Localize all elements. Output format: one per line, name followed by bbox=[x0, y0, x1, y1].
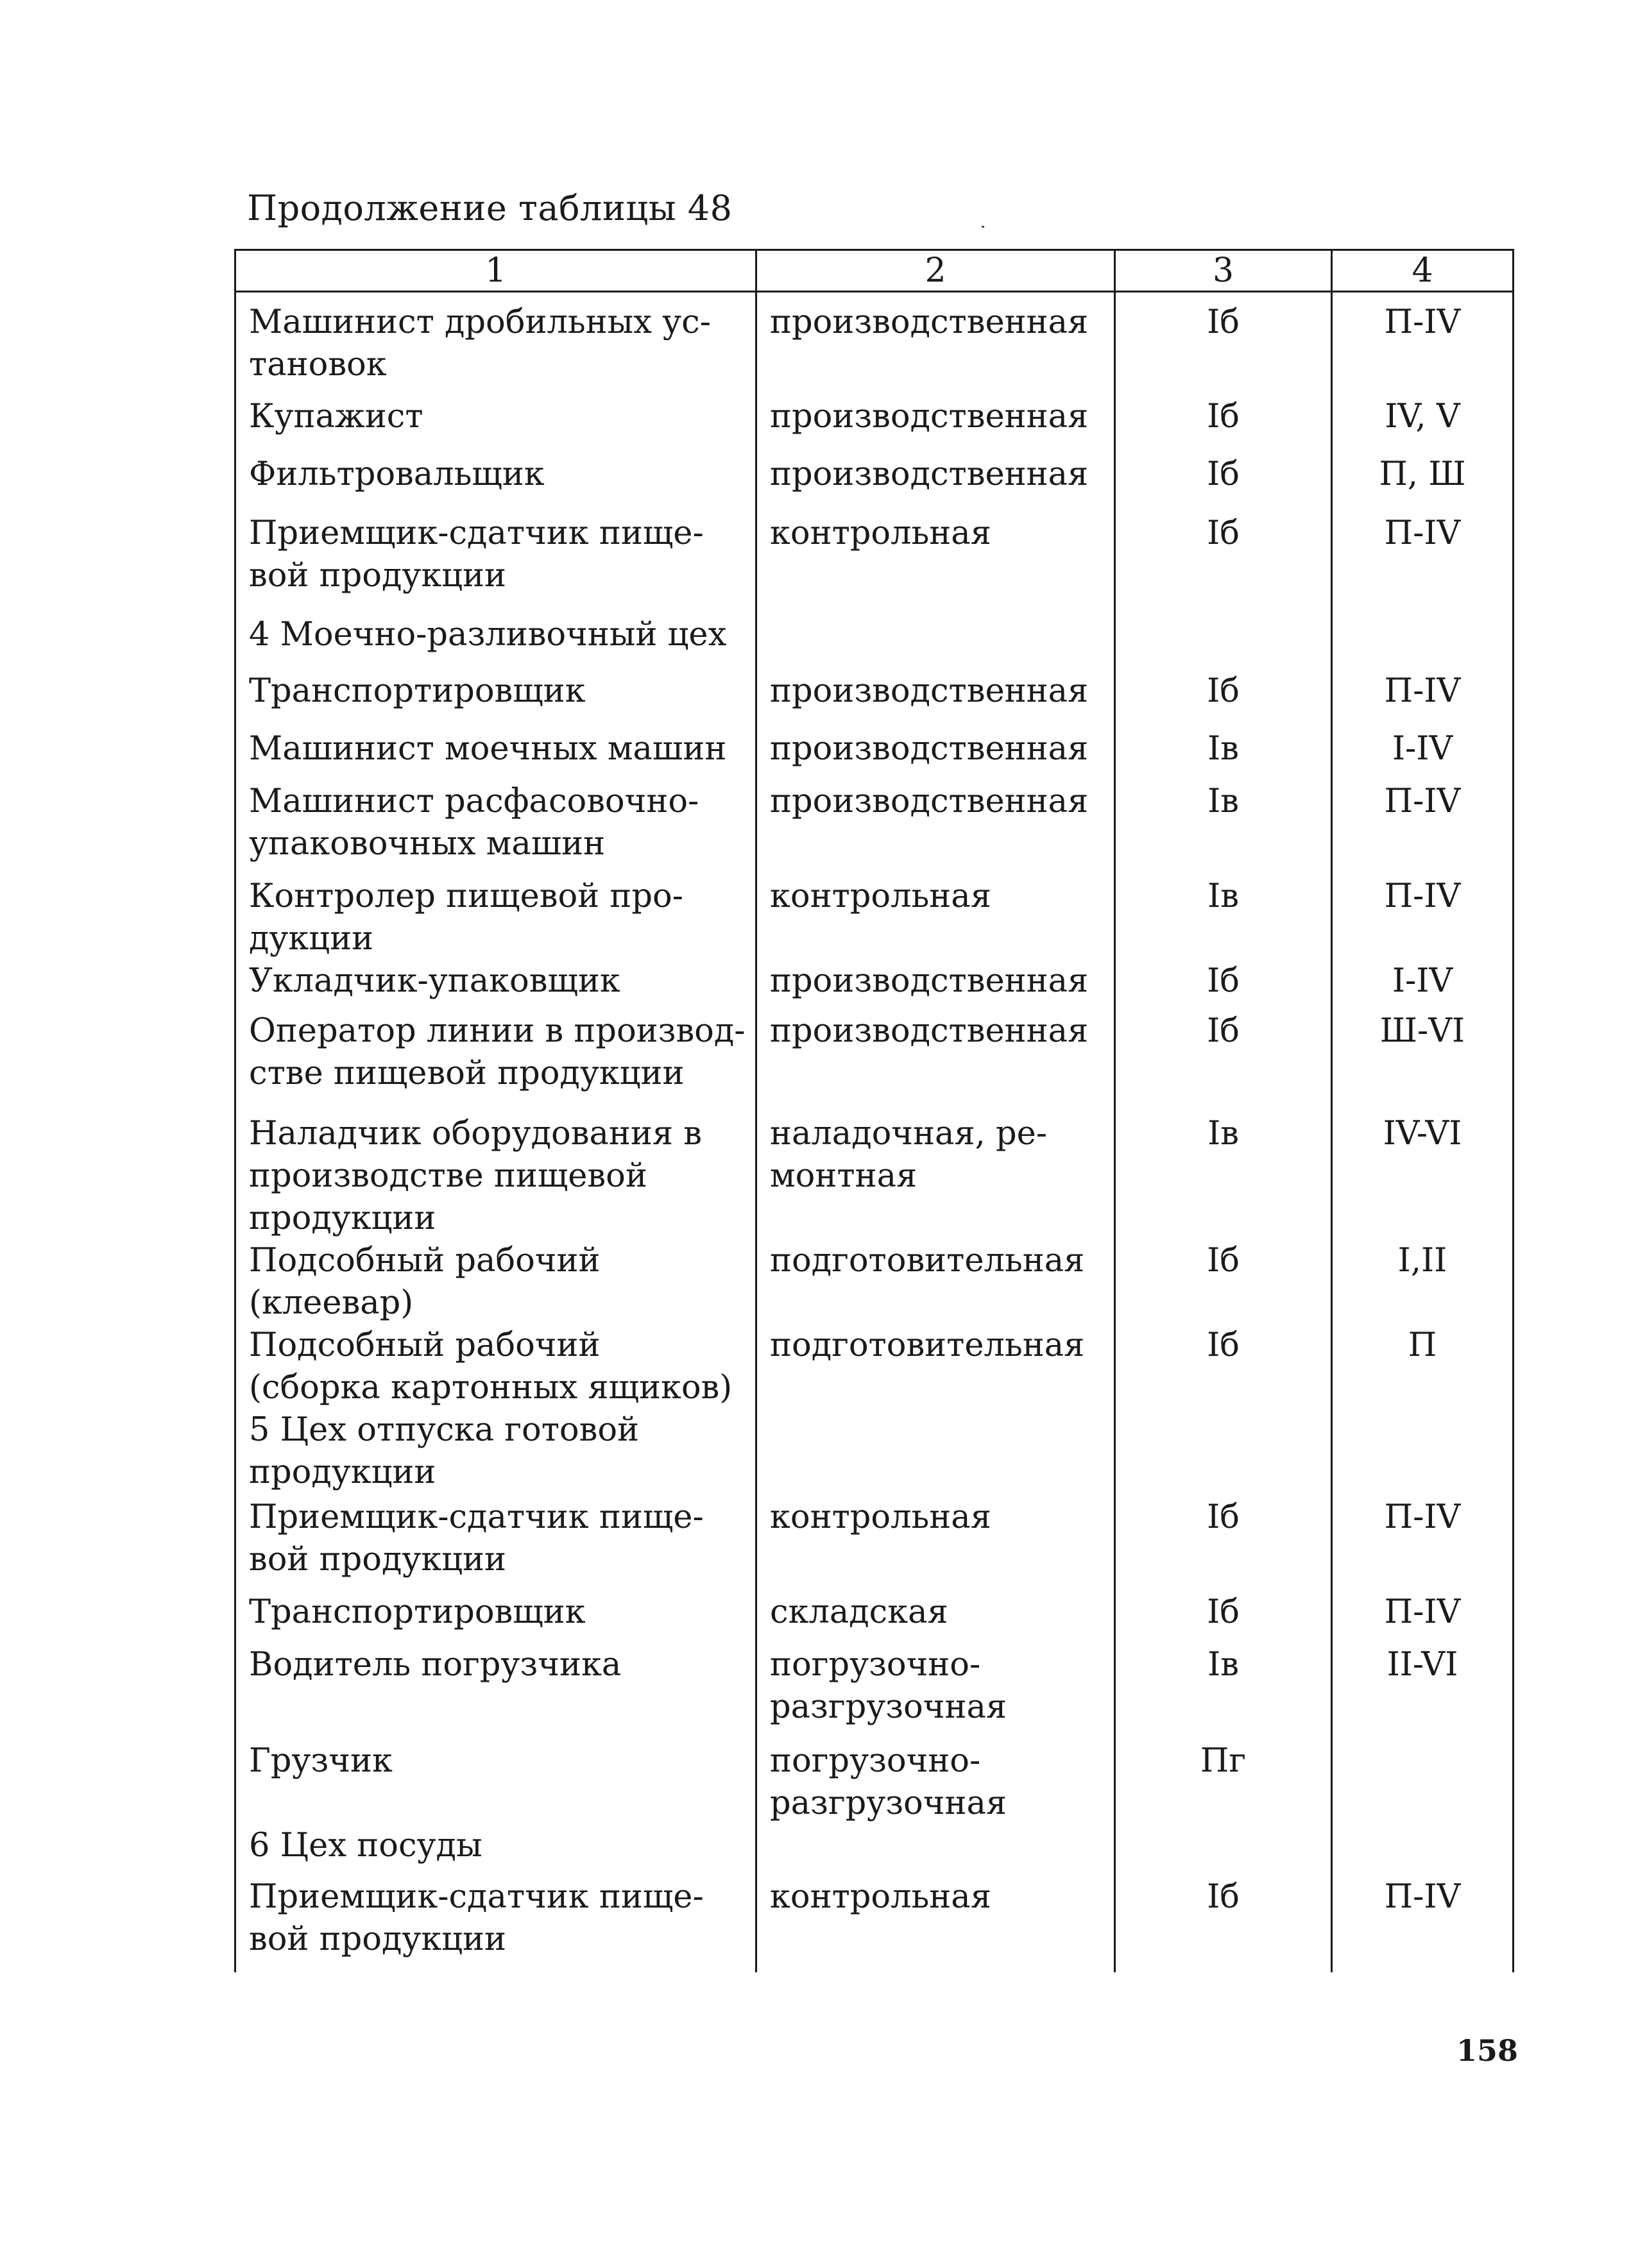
header-col-4: 4 bbox=[1332, 250, 1514, 292]
table-row bbox=[235, 728, 1514, 781]
employee-position-cell: Транспортировщик bbox=[235, 670, 756, 728]
work-type-cell: производственная bbox=[756, 670, 1115, 728]
table-row bbox=[235, 1644, 1514, 1740]
group-cell: Iб bbox=[1115, 396, 1332, 453]
work-type-cell: производственная bbox=[756, 1010, 1115, 1113]
qualification-class-cell: П-IV bbox=[1332, 1496, 1514, 1591]
work-type-cell: производственная bbox=[756, 292, 1115, 396]
qualification-class-cell: П-IV bbox=[1332, 781, 1514, 876]
employee-position-cell: 6 Цех посуды bbox=[235, 1825, 756, 1876]
employee-position-cell: Приемщик-сдатчик пище- вой продукции bbox=[235, 1496, 756, 1591]
employee-position-cell: Машинист дробильных ус- тановок bbox=[235, 292, 756, 396]
table-row bbox=[235, 1409, 1514, 1496]
page-number: 158 bbox=[1456, 2033, 1519, 2068]
work-type-cell: производственная bbox=[756, 728, 1115, 781]
qualification-class-cell: П-IV bbox=[1332, 670, 1514, 728]
table-body bbox=[235, 292, 1514, 1972]
group-cell: Iв bbox=[1115, 781, 1332, 876]
table-row bbox=[235, 1825, 1514, 1876]
employee-position-cell: Машинист моечных машин bbox=[235, 728, 756, 781]
employee-position-cell: Укладчик-упаковщик bbox=[235, 960, 756, 1010]
table-row bbox=[235, 876, 1514, 960]
work-type-cell: складская bbox=[756, 1591, 1115, 1644]
table-row bbox=[235, 1324, 1514, 1409]
employee-position-cell: Подсобный рабочий (клеевар) bbox=[235, 1240, 756, 1324]
table-row bbox=[235, 396, 1514, 453]
group-cell: Iб bbox=[1115, 1496, 1332, 1591]
data-table bbox=[234, 249, 1514, 1972]
work-type-cell: контрольная bbox=[756, 512, 1115, 614]
qualification-class-cell: IV, V bbox=[1332, 396, 1514, 453]
group-cell: Iв bbox=[1115, 876, 1332, 960]
qualification-class-cell: П-IV bbox=[1332, 512, 1514, 614]
table-row bbox=[235, 1240, 1514, 1324]
group-cell: Iб bbox=[1115, 670, 1332, 728]
work-type-cell: контрольная bbox=[756, 1876, 1115, 1972]
work-type-cell: погрузочно- разгрузочная bbox=[756, 1740, 1115, 1825]
table-row bbox=[235, 512, 1514, 614]
qualification-class-cell: I-IV bbox=[1332, 960, 1514, 1010]
qualification-class-cell bbox=[1332, 1740, 1514, 1825]
employee-position-cell: Транспортировщик bbox=[235, 1591, 756, 1644]
group-cell: Iб bbox=[1115, 1240, 1332, 1324]
work-type-cell bbox=[756, 1825, 1115, 1876]
qualification-class-cell: II-VI bbox=[1332, 1644, 1514, 1740]
group-cell bbox=[1115, 1825, 1332, 1876]
work-type-cell: производственная bbox=[756, 960, 1115, 1010]
qualification-class-cell bbox=[1332, 1825, 1514, 1876]
work-type-cell bbox=[756, 614, 1115, 670]
group-cell: Iб bbox=[1115, 1591, 1332, 1644]
group-cell: Iб bbox=[1115, 453, 1332, 512]
qualification-class-cell: П-IV bbox=[1332, 876, 1514, 960]
table-row bbox=[235, 781, 1514, 876]
employee-position-cell: Приемщик-сдатчик пище- вой продукции bbox=[235, 1876, 756, 1972]
table-row bbox=[235, 1113, 1514, 1240]
group-cell: Iб bbox=[1115, 1324, 1332, 1409]
table-row bbox=[235, 670, 1514, 728]
qualification-class-cell: Ш-VI bbox=[1332, 1010, 1514, 1113]
group-cell: Iб bbox=[1115, 1010, 1332, 1113]
qualification-class-cell bbox=[1332, 614, 1514, 670]
table-row bbox=[235, 1010, 1514, 1113]
employee-position-cell: Грузчик bbox=[235, 1740, 756, 1825]
work-type-cell: производственная bbox=[756, 396, 1115, 453]
employee-position-cell: Фильтровальщик bbox=[235, 453, 756, 512]
qualification-class-cell: П, Ш bbox=[1332, 453, 1514, 512]
table-row bbox=[235, 453, 1514, 512]
work-type-cell: производственная bbox=[756, 453, 1115, 512]
work-type-cell: производственная bbox=[756, 781, 1115, 876]
header-row bbox=[235, 250, 1514, 292]
qualification-class-cell: I,II bbox=[1332, 1240, 1514, 1324]
group-cell: Iв bbox=[1115, 1644, 1332, 1740]
group-cell: Пг bbox=[1115, 1740, 1332, 1825]
table-row bbox=[235, 960, 1514, 1010]
table-row bbox=[235, 1876, 1514, 1972]
work-type-cell: наладочная, ре- монтная bbox=[756, 1113, 1115, 1240]
work-type-cell: контрольная bbox=[756, 1496, 1115, 1591]
table-row bbox=[235, 1740, 1514, 1825]
table-row bbox=[235, 1591, 1514, 1644]
group-cell: Iв bbox=[1115, 1113, 1332, 1240]
employee-position-cell: Оператор линии в производ- стве пищевой продукции bbox=[235, 1010, 756, 1113]
header-col-1: 1 bbox=[235, 250, 756, 292]
employee-position-cell: Машинист расфасовочно- упаковочных машин bbox=[235, 781, 756, 876]
qualification-class-cell: IV-VI bbox=[1332, 1113, 1514, 1240]
group-cell: Iб bbox=[1115, 512, 1332, 614]
employee-position-cell: 4 Моечно-разливочный цех bbox=[235, 614, 756, 670]
employee-position-cell: 5 Цех отпуска готовой продукции bbox=[235, 1409, 756, 1496]
header-col-2: 2 bbox=[756, 250, 1115, 292]
group-cell: Iб bbox=[1115, 1876, 1332, 1972]
table-caption: Продолжение таблицы 48 bbox=[247, 188, 733, 228]
qualification-class-cell: П-IV bbox=[1332, 1876, 1514, 1972]
group-cell: Iб bbox=[1115, 292, 1332, 396]
employee-position-cell: Водитель погрузчика bbox=[235, 1644, 756, 1740]
scan-speck bbox=[982, 226, 984, 228]
group-cell: Iв bbox=[1115, 728, 1332, 781]
employee-position-cell: Подсобный рабочий (сборка картонных ящиков) bbox=[235, 1324, 756, 1409]
employee-position-cell: Приемщик-сдатчик пище- вой продукции bbox=[235, 512, 756, 614]
group-cell bbox=[1115, 614, 1332, 670]
qualification-class-cell: П-IV bbox=[1332, 1591, 1514, 1644]
qualification-class-cell: I-IV bbox=[1332, 728, 1514, 781]
qualification-class-cell: П bbox=[1332, 1324, 1514, 1409]
table-row bbox=[235, 292, 1514, 396]
group-cell: Iб bbox=[1115, 960, 1332, 1010]
group-cell bbox=[1115, 1409, 1332, 1496]
work-type-cell: подготовительная bbox=[756, 1324, 1115, 1409]
qualification-class-cell: П-IV bbox=[1332, 292, 1514, 396]
qualification-class-cell bbox=[1332, 1409, 1514, 1496]
work-type-cell bbox=[756, 1409, 1115, 1496]
header-col-3: 3 bbox=[1115, 250, 1332, 292]
employee-position-cell: Купажист bbox=[235, 396, 756, 453]
work-type-cell: подготовительная bbox=[756, 1240, 1115, 1324]
employee-position-cell: Контролер пищевой про- дукции bbox=[235, 876, 756, 960]
employee-position-cell: Наладчик оборудования в производстве пищевой продукции bbox=[235, 1113, 756, 1240]
work-type-cell: контрольная bbox=[756, 876, 1115, 960]
table-row bbox=[235, 614, 1514, 670]
table-row bbox=[235, 1496, 1514, 1591]
work-type-cell: погрузочно- разгрузочная bbox=[756, 1644, 1115, 1740]
